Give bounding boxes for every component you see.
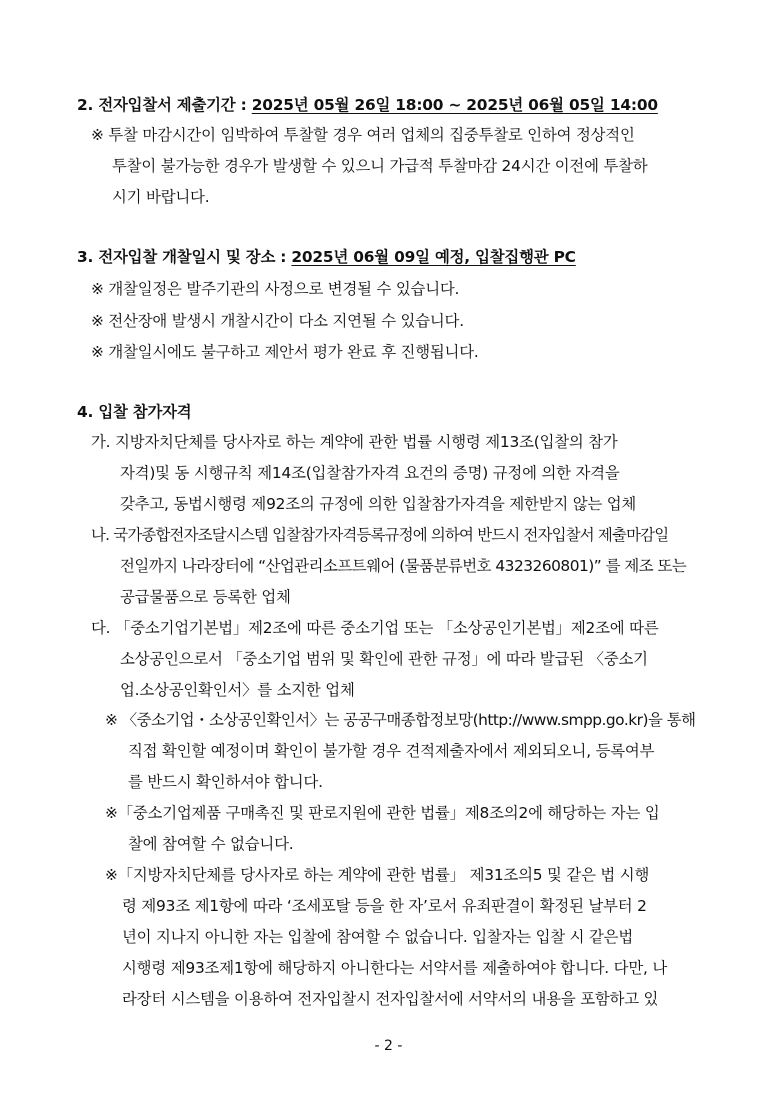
item-ga-line: 가. 지방자치단체를 당사자로 하는 계약에 관한 법률 시행령 제13조(입찰의 참가 bbox=[91, 433, 618, 451]
item-da-note-3-line: ※「지방자치단체를 당사자로 하는 계약에 관한 법률」 제31조의5 및 같은 법 시행 bbox=[105, 866, 650, 884]
section-3-note: ※ 개찰일정은 발주기관의 사정으로 변경될 수 있습니다. bbox=[91, 280, 460, 298]
item-da-note-1-line: ※ 〈중소기업・소상공인확인서〉는 공공구매종합정보망(http://www.smpp.go.kr)을 통해 bbox=[105, 711, 696, 729]
item-da-note-1-line: 를 반드시 확인하셔야 합니다. bbox=[128, 773, 323, 791]
item-da-note-2-line: 찰에 참여할 수 없습니다. bbox=[128, 835, 294, 853]
section-2-heading bbox=[77, 94, 658, 116]
item-ga-line: 자격)및 동 시행규칙 제14조(입찰참가자격 요건의 증명) 규정에 의한 자격을 bbox=[120, 464, 620, 482]
section-2-note-line: 시기 바랍니다. bbox=[112, 188, 210, 206]
item-na-line: 전일까지 나라장터에 “산업관리소프트웨어 (물품분류번호 4323260801)” 를 제조 또는 bbox=[120, 557, 687, 575]
section-4-heading: 4. 입찰 참가자격 bbox=[77, 403, 192, 421]
section-2-note-line: 투찰이 불가능한 경우가 발생할 수 있으니 가급적 투찰마감 24시간 이전에 투찰하 bbox=[112, 157, 648, 175]
item-da-note-3-line: 라장터 시스템을 이용하여 전자입찰시 전자입찰서에 서약서의 내용을 포함하고 있 bbox=[122, 990, 659, 1008]
item-da-note-3-line: 시행령 제93조제1항에 해당하지 아니한다는 서약서를 제출하여야 합니다. 다만, 나 bbox=[122, 959, 668, 977]
section-2-note-line: ※ 투찰 마감시간이 임박하여 투찰할 경우 여러 업체의 집중투찰로 인하여 정상적인 bbox=[91, 126, 635, 144]
item-da-note-3-line: 령 제93조 제1항에 따라 ‘조세포탈 등을 한 자’로서 유죄판결이 확정된 날부터 2 bbox=[122, 897, 647, 915]
item-da-line: 다. 「중소기업기본법」제2조에 따른 중소기업 또는 「소상공인기본법」제2조에 따른 bbox=[91, 619, 659, 637]
item-da-line: 소상공인으로서 「중소기업 범위 및 확인에 관한 규정」에 따라 발급된 〈중소기 bbox=[120, 650, 648, 668]
item-na-line: 나. 국가종합전자조달시스템 입찰참가자격등록규정에 의하여 반드시 전자입찰서 제출마감일 bbox=[91, 526, 669, 544]
item-ga-line: 갖추고, 동법시행령 제92조의 규정에 의한 입찰참가자격을 제한받지 않는 업체 bbox=[120, 495, 637, 513]
item-da-line: 업.소상공인확인서〉를 소지한 업체 bbox=[120, 681, 355, 699]
item-da-note-3-line: 년이 지나지 아니한 자는 입찰에 참여할 수 없습니다. 입찰자는 입찰 시 같은법 bbox=[122, 928, 633, 946]
item-da-note-2-line: ※「중소기업제품 구매촉진 및 판로지원에 관한 법률」제8조의2에 해당하는 자는 입 bbox=[105, 804, 660, 822]
item-na-line: 공급물품으로 등록한 업체 bbox=[120, 588, 291, 606]
section-3-note: ※ 전산장애 발생시 개찰시간이 다소 지연될 수 있습니다. bbox=[91, 312, 464, 330]
section-3-title: 3. 전자입찰 개찰일시 및 장소 : bbox=[77, 248, 292, 266]
page-number: - 2 - bbox=[374, 1038, 403, 1054]
item-da-note-1-line: 직접 확인할 예정이며 확인이 불가할 경우 견적제출자에서 제외되오니, 등록여부 bbox=[128, 742, 655, 760]
submission-period: 2025년 05월 26일 18:00 ~ 2025년 06월 05일 14:00 bbox=[251, 96, 658, 114]
section-3-note: ※ 개찰일시에도 불구하고 제안서 평가 완료 후 진행됩니다. bbox=[91, 343, 479, 361]
opening-date-place: 2025년 06월 09일 예정, 입찰집행관 PC bbox=[291, 248, 576, 266]
section-3-heading bbox=[77, 246, 576, 268]
section-2-title: 2. 전자입찰서 제출기간 : bbox=[77, 96, 252, 114]
